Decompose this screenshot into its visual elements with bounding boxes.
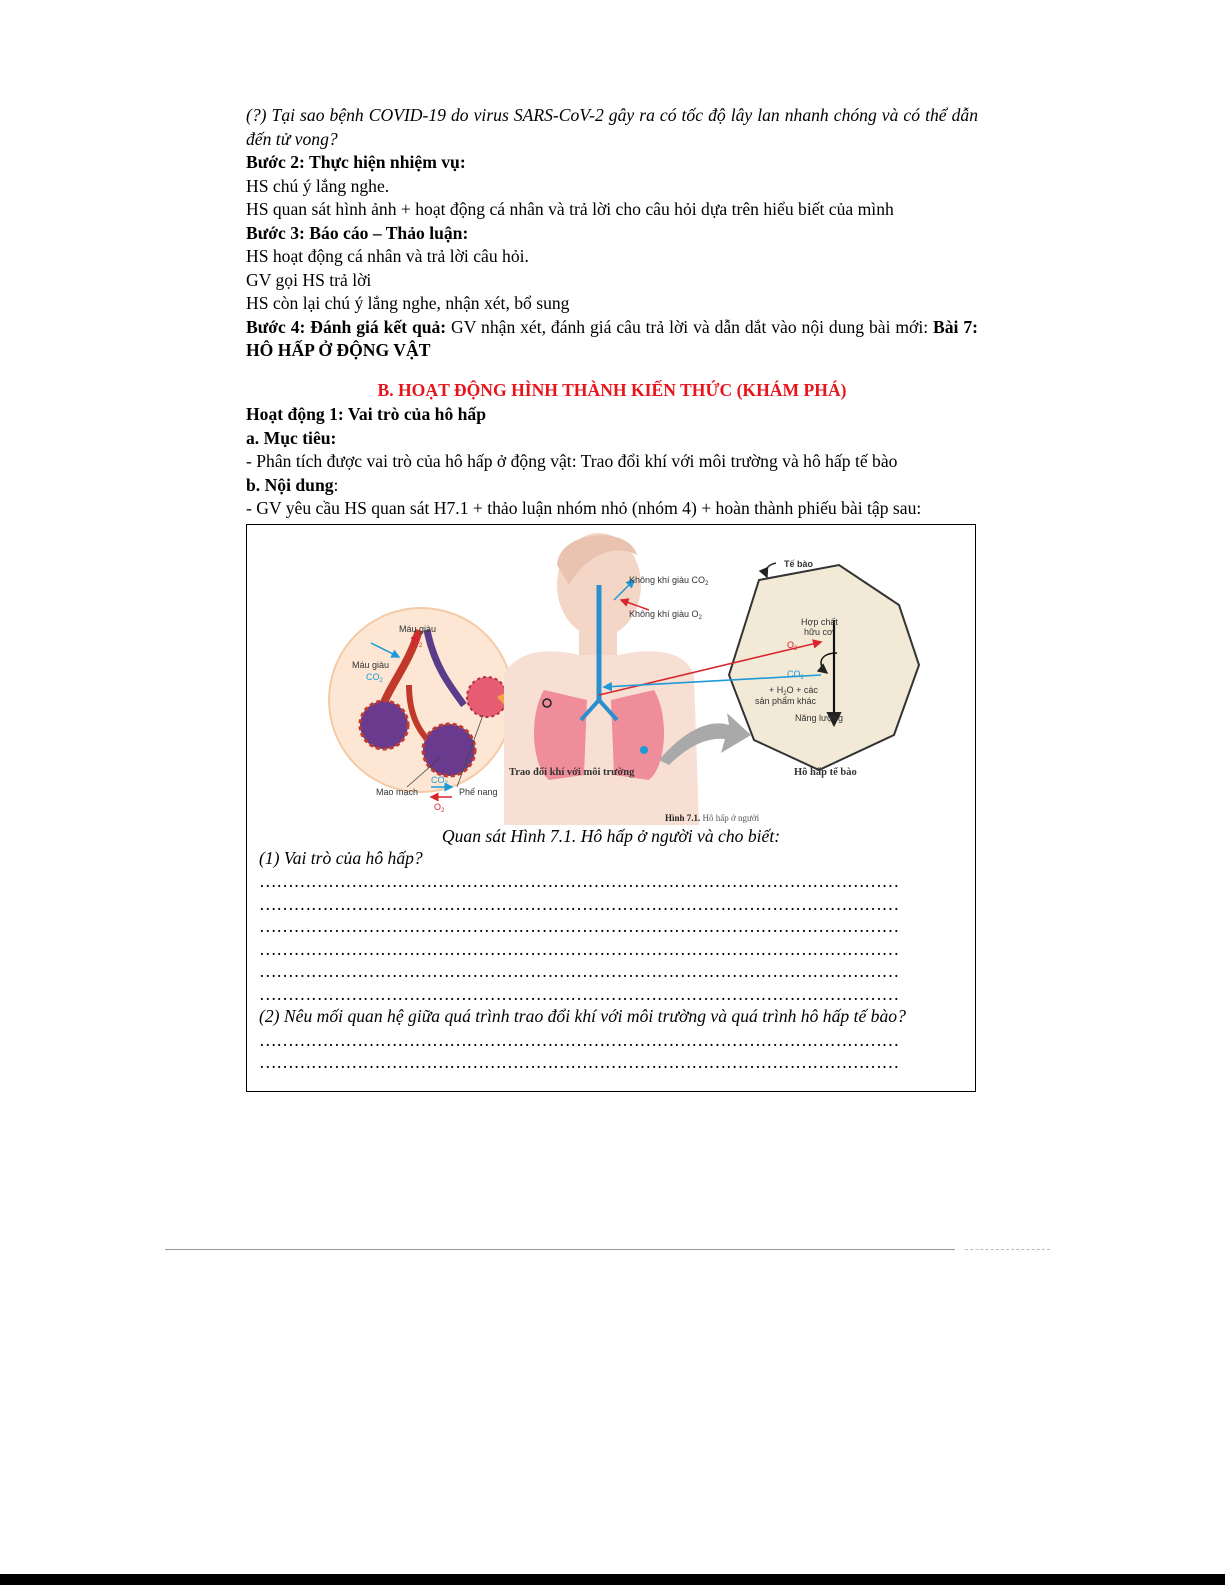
label-co2-blood: $CO_2$ [366,671,383,684]
lesson-title: Bài 7: HÔ HẤP Ở ĐỘNG VẬT [246,316,978,360]
step2-line2: HS quan sát hình ảnh + hoạt động cá nhân và trả lời cho câu hỏi dựa trên hiểu biết của mình [246,199,894,219]
step4-paragraph [246,316,978,363]
answer-line: ………………………………………………………………………………………………… [259,1029,899,1050]
label-mau-giau-o2: Máu giàu [399,623,437,634]
step2-title: Bước 2: Thực hiện nhiệm vụ: [246,152,466,172]
label-co2-cell: $CO_2$ [787,668,804,681]
content-title: b. Nội dung [246,474,334,495]
label-o2-blood: $O_2$ [412,636,423,649]
question-2: (2) Nêu mối quan hệ giữa quá trình trao đổi khí với môi trường và quá trình hô hấp tế bào? [259,1006,906,1026]
label-hop-chat-2: hữu cơ [804,626,833,637]
label-phe-nang: Phế nang [459,786,498,797]
answer-line: ………………………………………………………………………………………………… [259,983,899,1004]
bottom-edge-bar [0,1574,1225,1585]
label-te-bao: Tế bào [784,558,814,569]
content-title-colon: : [333,474,339,495]
document-body [246,104,978,1092]
label-san-pham: sản phẩm khác [755,695,817,706]
answer-line: ………………………………………………………………………………………………… [259,871,899,891]
objective-title: a. Mục tiêu: [246,427,337,448]
section-b-heading: B. HOẠT ĐỘNG HÌNH THÀNH KIẾN THỨC (KHÁM PHÁ) [377,379,847,400]
intro-question: (?) Tại sao bệnh COVID-19 do virus SARS-CoV-2 gây ra có tốc độ lây lan nhanh chóng và có thể dẫn đến tử vong? [246,105,978,149]
worksheet-instruction: Quan sát Hình 7.1. Hô hấp ở người và cho biết: [441,825,781,846]
label-hop-chat-1: Hợp chất [801,616,838,627]
label-kk-co2: Không khí giàu $CO_2$ [629,574,709,587]
step4-title: Bước 4: Đánh giá kết quả: [246,316,447,337]
answer-line: ………………………………………………………………………………………………… [259,961,899,981]
footer-rule [165,1249,955,1250]
figure-caption: Hình 7.1. Hô hấp ở người [665,812,760,823]
label-mau-giau-co2: Máu giàu [352,659,390,670]
cell-shape [729,565,919,770]
content-title-line [246,474,978,498]
label-o2-cell: $O_2$ [787,639,798,652]
step4-text: GV nhận xét, đánh giá câu trả lời và dẫn dắt vào nội dung bài mới: [446,316,934,337]
footer-dash [965,1249,1050,1250]
objective-text: - Phân tích được vai trò của hô hấp ở động vật: Trao đổi khí với môi trường và hô hấp tế bào [246,451,898,471]
answer-line: ………………………………………………………………………………………………… [259,893,899,914]
respiration-diagram [259,525,963,825]
worksheet-box [246,524,976,1092]
label-h2o: + $H_2O$ + các [769,684,818,697]
label-trao-doi: Trao đổi khí với môi trường [509,766,635,778]
activity1-title: Hoạt động 1: Vai trò của hô hấp [246,404,487,424]
answer-line: ………………………………………………………………………………………………… [259,916,899,936]
label-mao-mach: Mao mạch [376,786,419,797]
label-kk-o2: Không khí giàu $O_2$ [629,608,702,621]
figure-h7-1 [259,525,963,825]
answer-line: ………………………………………………………………………………………………… [259,938,899,959]
step3-line3: HS còn lại chú ý lắng nghe, nhận xét, bổ sung [246,293,570,313]
label-co2-alv: $CO_2$ [431,774,448,787]
label-nang-luong: Năng lượng [795,712,843,723]
label-o2-alv: $O_2$ [434,801,445,814]
question-1: (1) Vai trò của hô hấp? [259,847,423,868]
answer-line: ………………………………………………………………………………………………… [259,1052,899,1072]
label-ho-hap-te-bao: Hô hấp tế bào [794,766,857,778]
content-text: - GV yêu cầu HS quan sát H7.1 + thảo luận nhóm nhỏ (nhóm 4) + hoàn thành phiếu bài tập sau: [246,498,922,518]
step3-line2: GV gọi HS trả lời [246,269,372,290]
step2-line1: HS chú ý lắng nghe. [246,175,390,196]
step3-line1: HS hoạt động cá nhân và trả lời câu hỏi. [246,246,529,266]
step3-title: Bước 3: Báo cáo – Thảo luận: [246,222,469,243]
alveoli-illustration [329,608,513,792]
